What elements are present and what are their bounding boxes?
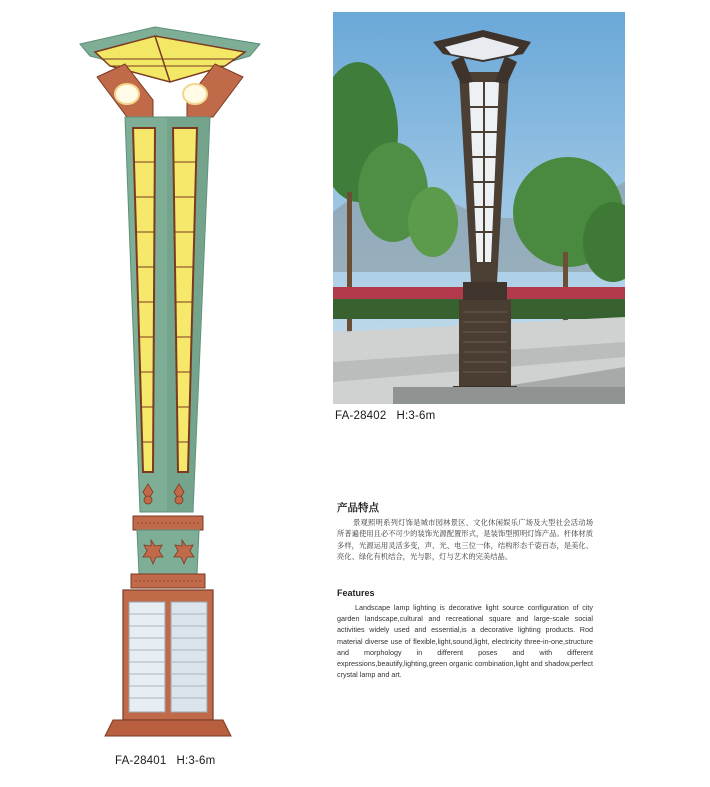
caption-fa-28402 <box>335 410 435 422</box>
product-code: FA-28401 <box>115 755 167 767</box>
base-louvre-right <box>171 602 207 712</box>
collar-band <box>133 516 203 530</box>
features-cn-body: 景观照明系列灯饰是城市园林景区、文化休闲娱乐广场及大型社会活动场所普遍使用且必不可少的装饰光源配置形式，是装饰型照明灯饰产品。杆体材质多样，光源运用灵活多变，声、光、电三位一体，结构形态千姿百态，是美化、亮化、绿化有机结合，光与影，灯与艺术的完美结晶。 <box>337 518 593 561</box>
product-height: H:3-6m <box>396 410 436 422</box>
product-photo-fa-28402 <box>333 12 625 404</box>
right-round-lamp <box>183 84 207 104</box>
base-plinth <box>105 720 231 736</box>
lamp-illustration-fa-28401 <box>75 22 265 744</box>
product-height: H:3-6m <box>176 755 216 767</box>
photo-scene <box>333 12 625 404</box>
product-code: FA-28402 <box>335 410 387 422</box>
caption-fa-28401 <box>115 755 215 767</box>
left-round-lamp <box>115 84 139 104</box>
features-en-title: Features <box>337 588 375 598</box>
features-en-body: Landscape lamp lighting is decorative light source configuration of city garden landscape,cultural and recreational square and large-scale social activities widely used and essential,is a decorative lighting products. Rod material diverse use of flexible,light,sound,light, electricity three-in-one,structure and morphology in different poses and with different expressions,beautify,lighting,green organic combination,light and shadow,perfect crystal lamp and art. <box>337 603 593 680</box>
base-louvre-left <box>129 602 165 712</box>
features-cn-title: 产品特点 <box>337 502 379 514</box>
